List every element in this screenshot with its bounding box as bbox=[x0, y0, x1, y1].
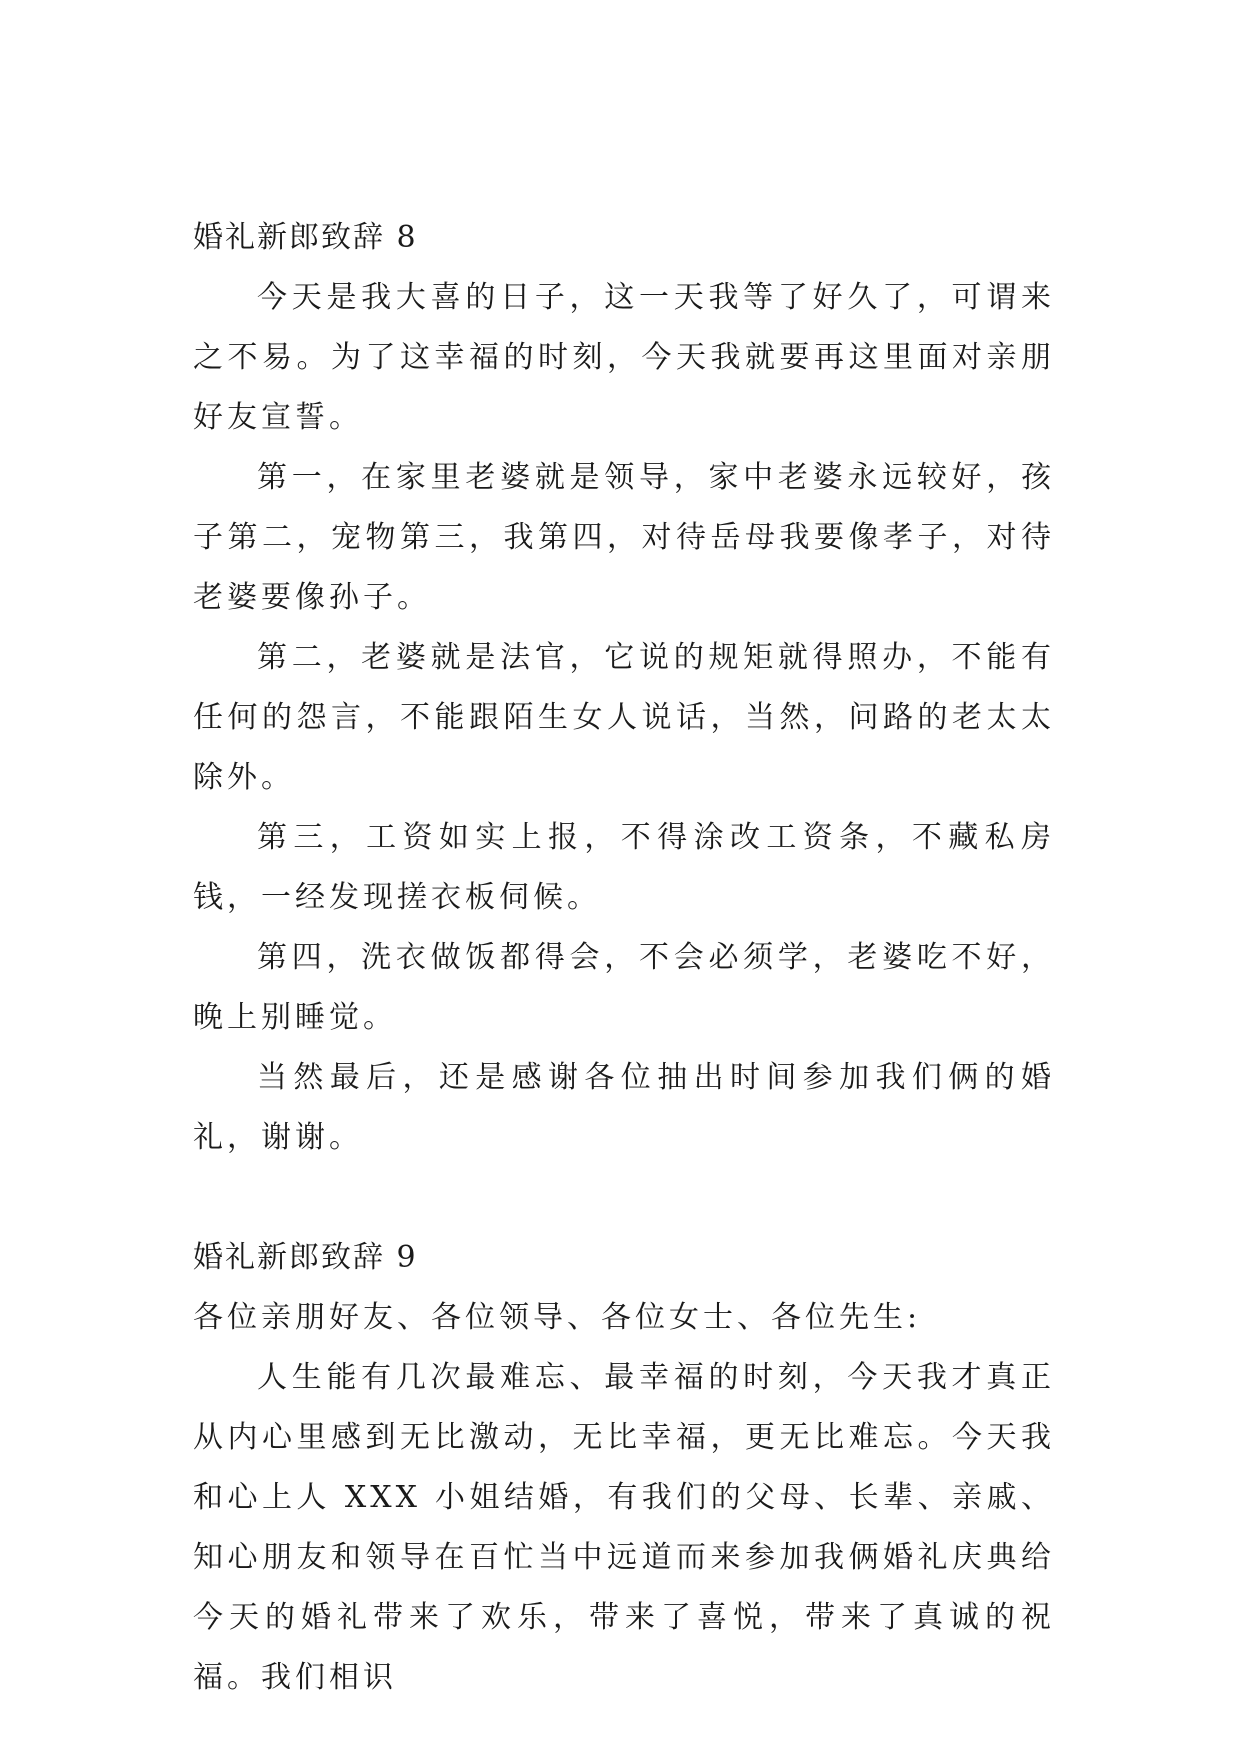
section-heading: 婚礼新郎致辞 9 bbox=[193, 1240, 418, 1275]
speech-section-8 bbox=[193, 208, 1055, 1168]
paragraph: 第三，工资如实上报，不得涂改工资条，不藏私房钱，一经发现搓衣板伺候。 bbox=[193, 820, 1055, 915]
paragraph: 第一，在家里老婆就是领导，家中老婆永远较好，孩子第二，宠物第三，我第四，对待岳母我要像孝子，对待老婆要像孙子。 bbox=[193, 460, 1055, 615]
paragraph: 第二，老婆就是法官，它说的规矩就得照办，不能有任何的怨言，不能跟陌生女人说话，当然，问路的老太太除外。 bbox=[193, 640, 1055, 795]
section-spacer bbox=[193, 1168, 1055, 1228]
document-body bbox=[193, 208, 1055, 1708]
paragraph: 人生能有几次最难忘、最幸福的时刻，今天我才真正从内心里感到无比激动，无比幸福，更无比难忘。今天我和心上人 XXX 小姐结婚，有我们的父母、长辈、亲戚、知心朋友和领导在百忙当中远道而来参加我俩婚礼庆典给今天的婚礼带来了欢乐，带来了喜悦，带来了真诚的祝福。我们相识 bbox=[193, 1360, 1055, 1695]
paragraph: 第四，洗衣做饭都得会，不会必须学，老婆吃不好，晚上别睡觉。 bbox=[193, 940, 1055, 1035]
section-heading: 婚礼新郎致辞 8 bbox=[193, 220, 418, 255]
paragraph: 今天是我大喜的日子，这一天我等了好久了，可谓来之不易。为了这幸福的时刻，今天我就要再这里面对亲朋好友宣誓。 bbox=[193, 280, 1055, 435]
salutation: 各位亲朋好友、各位领导、各位女士、各位先生: bbox=[193, 1300, 922, 1335]
speech-section-9 bbox=[193, 1228, 1055, 1708]
paragraph: 当然最后，还是感谢各位抽出时间参加我们俩的婚礼，谢谢。 bbox=[193, 1060, 1055, 1155]
